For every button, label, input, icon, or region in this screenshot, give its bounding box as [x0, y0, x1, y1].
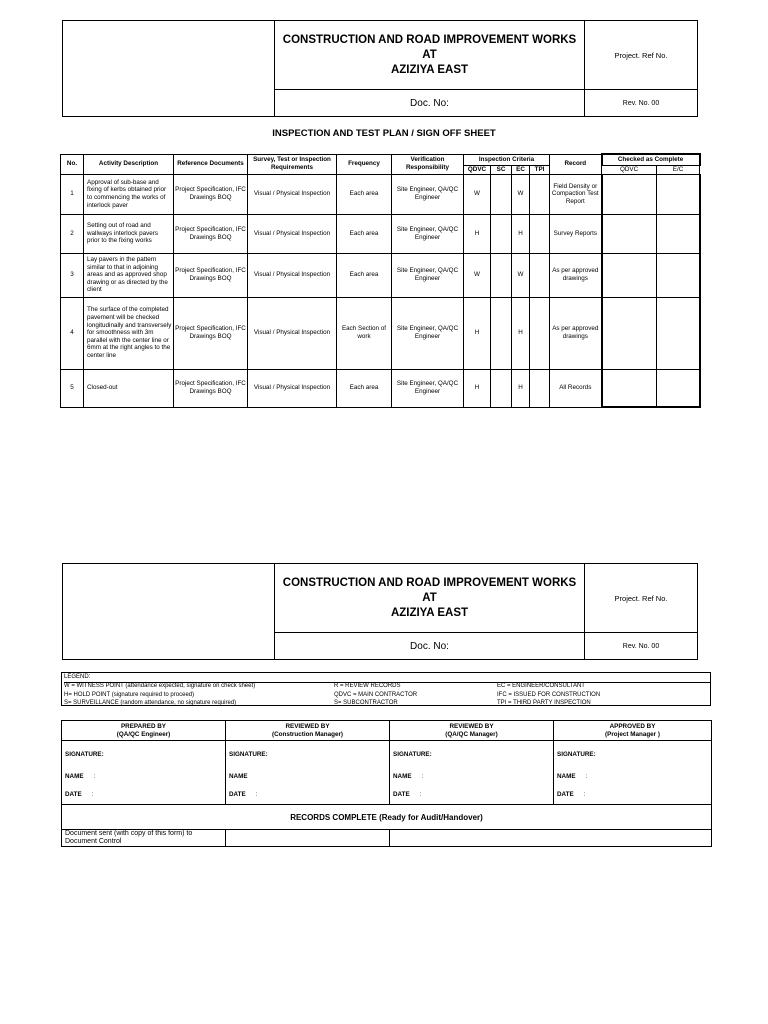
- row-checked-ec[interactable]: [657, 253, 700, 297]
- col-header-checked-qdvc: QDVC: [602, 165, 657, 174]
- signoff-table: [61, 720, 712, 847]
- row-frequency: Each area: [337, 253, 392, 297]
- legend-box: [61, 672, 711, 706]
- table-row: [61, 174, 700, 214]
- col-header-activity: Activity Description: [84, 154, 174, 174]
- row-activity: Closed-out: [84, 369, 174, 407]
- col-header-tpi: TPI: [530, 165, 550, 174]
- project-title: [275, 21, 585, 90]
- row-checked-ec[interactable]: [657, 297, 700, 369]
- row-activity: Lay pavers in the pattern similar to that in adjoining areas and as approved shop drawing or as directed by the client: [84, 253, 174, 297]
- row-qdvc: W: [464, 253, 491, 297]
- name-field[interactable]: [226, 768, 390, 785]
- row-frequency: Each area: [337, 369, 392, 407]
- row-tpi: [530, 214, 550, 253]
- legend-item: R = REVIEW RECORDS: [334, 683, 401, 689]
- document-header-top: [62, 20, 698, 117]
- project-title-line2: AZIZIYA EAST: [390, 606, 469, 619]
- col-header-criteria: Inspection Criteria: [464, 154, 550, 165]
- row-reference: Project Specification, IFC Drawings BOQ: [174, 174, 248, 214]
- row-survey: Visual / Physical Inspection: [248, 369, 337, 407]
- row-record: As per approved drawings: [550, 297, 602, 369]
- name-field[interactable]: [390, 768, 554, 785]
- plan-title: INSPECTION AND TEST PLAN / SIGN OFF SHEET: [272, 128, 496, 139]
- name-label: NAME: [229, 772, 248, 780]
- row-reference: Project Specification, IFC Drawings BOQ: [174, 253, 248, 297]
- project-title: [275, 564, 585, 633]
- signature-label: SIGNATURE:: [393, 750, 432, 758]
- row-activity: Approval of sub-base and fixing of kerbs obtained prior to commencing the works of interlock paver: [84, 174, 174, 214]
- signoff-header-approved: [554, 721, 712, 741]
- signoff-role: (QA/QC Manager): [445, 730, 498, 738]
- legend-item: S= SUBCONTRACTOR: [334, 700, 398, 706]
- project-ref-label: Project. Ref No.: [585, 564, 698, 633]
- table-row: [61, 214, 700, 253]
- signoff-role: (Project Manager ): [605, 730, 660, 738]
- colon: :: [583, 790, 586, 798]
- row-no: 2: [61, 214, 84, 253]
- colon: :: [255, 790, 258, 798]
- signoff-title: APPROVED BY: [609, 722, 656, 730]
- project-title-line1: CONSTRUCTION AND ROAD IMPROVEMENT WORKS AT: [282, 576, 577, 604]
- row-tpi: [530, 253, 550, 297]
- legend-item: IFC = ISSUED FOR CONSTRUCTION: [497, 691, 601, 698]
- row-no: 4: [61, 297, 84, 369]
- row-reference: Project Specification, IFC Drawings BOQ: [174, 214, 248, 253]
- row-no: 3: [61, 253, 84, 297]
- row-reference: Project Specification, IFC Drawings BOQ: [174, 297, 248, 369]
- row-checked-qdvc[interactable]: [602, 297, 657, 369]
- row-checked-ec[interactable]: [657, 174, 700, 214]
- col-header-qdvc: QDVC: [464, 165, 491, 174]
- signoff-header-prepared: [62, 721, 226, 741]
- row-verification: Site Engineer, QA/QC Engineer: [392, 174, 464, 214]
- document-sent-label: Document sent (with copy of this form) to Document Control: [62, 830, 226, 847]
- table-row: [61, 297, 700, 369]
- row-survey: Visual / Physical Inspection: [248, 174, 337, 214]
- signoff-role: (QA/QC Engineer): [116, 730, 171, 738]
- row-record: Survey Reports: [550, 214, 602, 253]
- date-field[interactable]: [390, 785, 554, 805]
- legend-item: W = WITNESS POINT (attendance expected, signature on check sheet): [64, 683, 256, 689]
- signature-field[interactable]: [390, 741, 554, 768]
- row-survey: Visual / Physical Inspection: [248, 214, 337, 253]
- colon: :: [585, 772, 588, 780]
- doc-no-label: Doc. No:: [275, 633, 585, 660]
- row-verification: Site Engineer, QA/QC Engineer: [392, 253, 464, 297]
- row-verification: Site Engineer, QA/QC Engineer: [392, 369, 464, 407]
- date-label: DATE: [229, 790, 246, 798]
- row-sc: [491, 253, 512, 297]
- name-label: NAME: [393, 772, 412, 780]
- row-reference: Project Specification, IFC Drawings BOQ: [174, 369, 248, 407]
- row-sc: [491, 174, 512, 214]
- signature-field[interactable]: [554, 741, 712, 768]
- col-header-verification: Verification Responsibility: [392, 154, 464, 174]
- project-title-line1: CONSTRUCTION AND ROAD IMPROVEMENT WORKS AT: [282, 33, 577, 61]
- signoff-header-reviewed-cm: [226, 721, 390, 741]
- legend-item: TPI = THIRD PARTY INSPECTION: [497, 700, 591, 706]
- signature-field[interactable]: [226, 741, 390, 768]
- col-header-ec: EC: [512, 165, 530, 174]
- row-survey: Visual / Physical Inspection: [248, 253, 337, 297]
- name-field[interactable]: [62, 768, 226, 785]
- date-field[interactable]: [554, 785, 712, 805]
- row-checked-qdvc[interactable]: [602, 174, 657, 214]
- row-tpi: [530, 297, 550, 369]
- row-qdvc: H: [464, 369, 491, 407]
- name-label: NAME: [557, 772, 576, 780]
- document-sent-blank: [554, 830, 712, 847]
- row-ec: H: [512, 369, 530, 407]
- date-field[interactable]: [62, 785, 226, 805]
- signoff-title: REVIEWED BY: [285, 722, 330, 730]
- signoff-title: REVIEWED BY: [449, 722, 494, 730]
- row-verification: Site Engineer, QA/QC Engineer: [392, 297, 464, 369]
- legend-column-2: [334, 682, 417, 708]
- legend-column-3: [497, 682, 600, 708]
- row-checked-qdvc[interactable]: [602, 369, 657, 407]
- row-sc: [491, 214, 512, 253]
- row-qdvc: H: [464, 297, 491, 369]
- row-survey: Visual / Physical Inspection: [248, 297, 337, 369]
- legend-item: QDVC = MAIN CONTRACTOR: [334, 691, 418, 698]
- colon: :: [93, 772, 96, 780]
- date-label: DATE: [557, 790, 574, 798]
- row-sc: [491, 297, 512, 369]
- date-label: DATE: [65, 790, 82, 798]
- row-activity: The surface of the completed pavement will be checked longitudinally and transversely for smoothness with 3m parallel with the center line or 6mm at the right angles to the center line: [84, 297, 174, 369]
- row-checked-qdvc[interactable]: [602, 253, 657, 297]
- row-ec: H: [512, 297, 530, 369]
- name-label: NAME: [65, 772, 84, 780]
- row-record: As per approved drawings: [550, 253, 602, 297]
- records-complete-label: RECORDS COMPLETE (Ready for Audit/Handover): [62, 805, 712, 830]
- row-verification: Site Engineer, QA/QC Engineer: [392, 214, 464, 253]
- colon: :: [419, 790, 422, 798]
- row-activity: Setting out of road and wallways interlock pavers prior to the fixing works: [84, 214, 174, 253]
- doc-no-label: Doc. No:: [275, 90, 585, 117]
- col-header-frequency: Frequency: [337, 154, 392, 174]
- legend-item: S= SURVEILLANCE (random attendance, no signature required): [64, 700, 237, 706]
- colon: :: [421, 772, 424, 780]
- row-qdvc: H: [464, 214, 491, 253]
- legend-column-1: [64, 682, 255, 708]
- logo-area: [63, 21, 275, 117]
- col-header-sc: SC: [491, 165, 512, 174]
- row-sc: [491, 369, 512, 407]
- table-row: [61, 253, 700, 297]
- rev-no-label: Rev. No. 00: [585, 633, 698, 660]
- table-row: [61, 369, 700, 407]
- row-record: All Records: [550, 369, 602, 407]
- row-frequency: Each area: [337, 214, 392, 253]
- row-frequency: Each area: [337, 174, 392, 214]
- row-checked-qdvc[interactable]: [602, 214, 657, 253]
- col-header-record: Record: [550, 154, 602, 174]
- signature-label: SIGNATURE:: [557, 750, 596, 758]
- signoff-header-reviewed-qm: [390, 721, 554, 741]
- col-header-reference: Reference Documents: [174, 154, 248, 174]
- project-title-line2: AZIZIYA EAST: [390, 63, 469, 76]
- col-header-no: No.: [61, 154, 84, 174]
- name-field[interactable]: [554, 768, 712, 785]
- document-header-bottom: [62, 563, 698, 660]
- row-frequency: Each Section of work: [337, 297, 392, 369]
- row-ec: H: [512, 214, 530, 253]
- document-sent-field[interactable]: [226, 830, 390, 847]
- signoff-role: (Construction Manager): [271, 730, 343, 738]
- date-field[interactable]: [226, 785, 390, 805]
- date-label: DATE: [393, 790, 410, 798]
- signature-label: SIGNATURE:: [65, 750, 104, 758]
- col-header-checked-ec: E/C: [657, 165, 700, 174]
- row-no: 5: [61, 369, 84, 407]
- signoff-title: PREPARED BY: [120, 722, 167, 730]
- col-header-survey: Survey, Test or Inspection Requirements: [248, 154, 337, 174]
- row-checked-ec[interactable]: [657, 214, 700, 253]
- row-ec: W: [512, 253, 530, 297]
- legend-title: LEGEND:: [64, 673, 710, 683]
- legend-item: H= HOLD POINT (signature required to proceed): [64, 691, 195, 698]
- colon: :: [91, 790, 94, 798]
- row-ec: W: [512, 174, 530, 214]
- col-header-checked: Checked as Complete: [602, 154, 700, 165]
- signature-label: SIGNATURE:: [229, 750, 268, 758]
- logo-area: [63, 564, 275, 660]
- signature-field[interactable]: [62, 741, 226, 768]
- document-sent-blank: [390, 830, 554, 847]
- inspection-test-plan-table: [60, 153, 701, 408]
- rev-no-label: Rev. No. 00: [585, 90, 698, 117]
- row-tpi: [530, 369, 550, 407]
- row-checked-ec[interactable]: [657, 369, 700, 407]
- row-qdvc: W: [464, 174, 491, 214]
- row-tpi: [530, 174, 550, 214]
- project-ref-label: Project. Ref No.: [585, 21, 698, 90]
- legend-item: EC = ENGINEER/CONSULTANT: [497, 683, 585, 689]
- row-record: Field Density or Compaction Test Report: [550, 174, 602, 214]
- row-no: 1: [61, 174, 84, 214]
